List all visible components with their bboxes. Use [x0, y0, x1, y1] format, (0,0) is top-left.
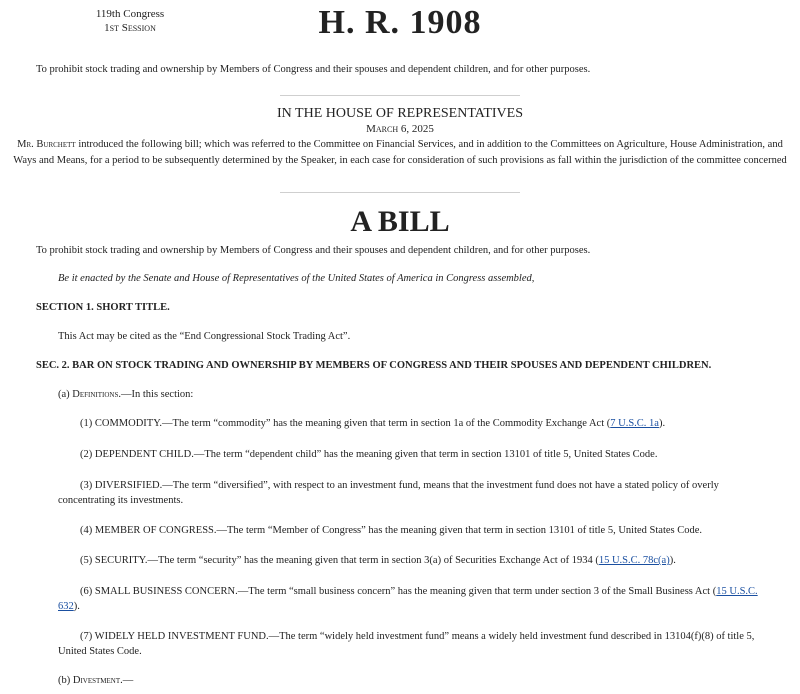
definition-item: [58, 447, 758, 462]
subsection-a-heading: Definitions: [72, 389, 119, 400]
definition-end: ).: [73, 601, 80, 612]
bill-number: H. R. 1908: [318, 4, 482, 41]
definition-text: (4) MEMBER OF CONGRESS.—The term “Member of Congress” has the meaning given that term in section 13101 of title 5, United States Code.: [80, 525, 703, 536]
action-date: March 6, 2025: [366, 123, 434, 135]
definition-text: (3) DIVERSIFIED.—The term “diversified”, with respect to an investment fund, means that the investment fund does not have a stated policy of overly concentrating its investments.: [58, 480, 719, 506]
citation-link[interactable]: 7 U.S.C. 1a: [610, 418, 659, 429]
citation-link[interactable]: 15 U.S.C. 78c(a): [598, 555, 670, 566]
bill-heading: A BILL: [350, 205, 450, 238]
subsection-b-heading: Divestment: [72, 675, 121, 686]
definition-text: (7) WIDELY HELD INVESTMENT FUND.—The term “widely held investment fund” means a widely held investment fund described in 13104(f)(8) of title 5, United States Code.: [58, 631, 755, 657]
definition-text: (6) SMALL BUSINESS CONCERN.—The term “small business concern” has the meaning given that term under section 3 of the Small Business Act (: [80, 586, 717, 597]
definition-text: (5) SECURITY.—The term “security” has the meaning given that term in section 3(a) of Securities Exchange Act of 1934 (: [80, 555, 599, 566]
sponsor-name: Mr. Burchett: [17, 139, 76, 150]
introduction-text: [10, 137, 790, 169]
definition-item: [58, 523, 758, 538]
subsection-b: [58, 673, 778, 688]
definition-end: ).: [669, 555, 676, 566]
citation-link[interactable]: 15 U.S.C. 632: [58, 586, 758, 612]
section-2-title: SEC. 2. BAR ON STOCK TRADING AND OWNERSHIP BY MEMBERS OF CONGRESS AND THEIR SPOUSES AND DEPENDENT CHILDREN.: [36, 360, 712, 371]
definition-item: [58, 584, 758, 614]
definition-text: (2) DEPENDENT CHILD.—The term “dependent child” has the meaning given that term in section 13101 of title 5, United States Code.: [80, 449, 658, 460]
subsection-a: [58, 387, 778, 402]
subsection-b-label: (b): [58, 675, 73, 686]
definition-item: [58, 553, 758, 568]
definition-item: [58, 416, 758, 431]
divider-bottom: [280, 192, 520, 193]
definition-end: ).: [658, 418, 666, 429]
chamber-title: IN THE HOUSE OF REPRESENTATIVES: [277, 106, 523, 121]
subsection-a-text: .—In this section:: [118, 389, 194, 400]
subsection-a-label: (a): [58, 389, 73, 400]
divider-top: [280, 95, 520, 96]
subsection-b-text: .—: [120, 675, 134, 686]
definition-item: [58, 629, 758, 659]
header-purpose: To prohibit stock trading and ownership by Members of Congress and their spouses and dependent children, and for other purposes.: [36, 64, 591, 75]
referral-text: introduced the following bill; which was referred to the Committee on Financial Services, and in addition to the Committees on Agriculture, House Administration, and Ways and Means, for a period to be subsequently determined by the Speaker, in each case for consideration of such provisions as fall within the jurisdiction of the committee concerned: [13, 139, 787, 166]
bill-purpose: To prohibit stock trading and ownership by Members of Congress and their spouses and dependent children, and for other purposes.: [36, 245, 591, 256]
section-1-text: This Act may be cited as the “End Congressional Stock Trading Act”.: [58, 331, 351, 342]
definition-text: (1) COMMODITY.—The term “commodity” has the meaning given that term in section 1a of the Commodity Exchange Act (: [80, 418, 611, 429]
enacting-clause: Be it enacted by the Senate and House of Representatives of the United States of America in Congress assembled,: [58, 273, 535, 284]
session-label: 1st Session: [104, 22, 156, 34]
definition-item: [58, 478, 758, 508]
congress-label: 119th Congress: [95, 8, 165, 20]
section-1-title: SECTION 1. SHORT TITLE.: [36, 302, 170, 313]
